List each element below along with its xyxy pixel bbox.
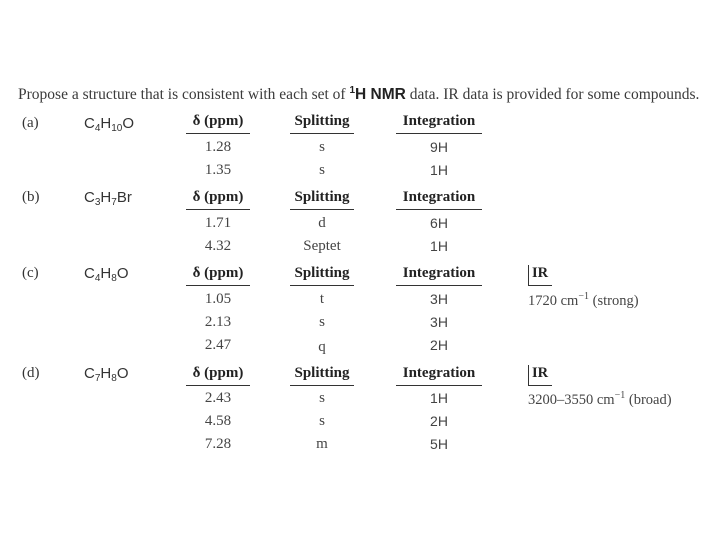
ir-value-d: 3200–3550 $cm^{-1}$ (broad) xyxy=(528,390,672,408)
table-cell: 4.32 xyxy=(204,238,232,254)
compound-c-label: (c) xyxy=(22,265,39,281)
header-delta: δ (ppm) xyxy=(186,365,250,386)
intro-suffix: data. IR data is provided for some compounds. xyxy=(405,86,700,103)
header-splitting: Splitting xyxy=(290,365,354,386)
table-cell: s xyxy=(319,413,325,429)
table-cell: 2.47 xyxy=(204,337,232,353)
header-delta: δ (ppm) xyxy=(186,265,250,286)
ir-header-d: IR xyxy=(528,365,552,386)
table-cell: 2H xyxy=(430,337,448,353)
header-delta: δ (ppm) xyxy=(186,113,250,134)
intro-bold: H NMR xyxy=(355,86,406,103)
intro-superscript: 1 xyxy=(349,85,356,96)
table-cell: 6H xyxy=(430,215,448,231)
table-cell: Septet xyxy=(303,238,341,254)
table-cell: q xyxy=(318,339,326,355)
table-cell: 4.58 xyxy=(204,413,232,429)
table-cell: d xyxy=(318,215,326,231)
compound-b-label: (b) xyxy=(22,189,40,205)
table-cell: 7.28 xyxy=(204,436,232,452)
table-cell: 2.43 xyxy=(204,390,232,406)
compound-a-label: (a) xyxy=(22,115,39,131)
table-cell: 1H xyxy=(430,390,448,406)
header-delta: δ (ppm) xyxy=(186,189,250,210)
table-cell: 1.35 xyxy=(204,162,232,178)
intro-prefix: Propose a structure that is consistent with each set of xyxy=(18,86,350,103)
compound-a-formula: $C_4H_{10}O$ xyxy=(84,115,135,134)
table-cell: 3H xyxy=(430,314,448,330)
table-cell: 1H xyxy=(430,162,448,178)
table-cell: s xyxy=(319,139,325,155)
table-cell: 1.28 xyxy=(204,139,232,155)
table-cell: m xyxy=(316,436,328,452)
table-cell: 1.05 xyxy=(204,291,232,307)
table-cell: 2H xyxy=(430,413,448,429)
header-splitting: Splitting xyxy=(290,265,354,286)
compound-d-label: (d) xyxy=(22,365,40,381)
table-cell: s xyxy=(319,314,325,330)
header-integration: Integration xyxy=(396,365,482,386)
intro-text xyxy=(18,85,699,104)
header-splitting: Splitting xyxy=(290,113,354,134)
table-cell: 1H xyxy=(430,238,448,254)
table-cell: 3H xyxy=(430,291,448,307)
table-cell: s xyxy=(319,390,325,406)
compound-b-formula: $C_3H_7Br$ xyxy=(84,189,132,208)
header-integration: Integration xyxy=(396,265,482,286)
table-cell: 5H xyxy=(430,436,448,452)
header-integration: Integration xyxy=(396,189,482,210)
ir-header-c: IR xyxy=(528,265,552,286)
table-cell: 2.13 xyxy=(204,314,232,330)
table-cell: t xyxy=(319,291,325,307)
compound-c-formula: $C_4H_8O$ xyxy=(84,265,129,284)
header-integration: Integration xyxy=(396,113,482,134)
table-cell: s xyxy=(319,162,325,178)
ir-value-c: 1720 $cm^{-1}$ (strong) xyxy=(528,291,639,309)
compound-d-formula: $C_7H_8O$ xyxy=(84,365,129,384)
header-splitting: Splitting xyxy=(290,189,354,210)
table-cell: 1.71 xyxy=(204,215,232,231)
table-cell: 9H xyxy=(430,139,448,155)
